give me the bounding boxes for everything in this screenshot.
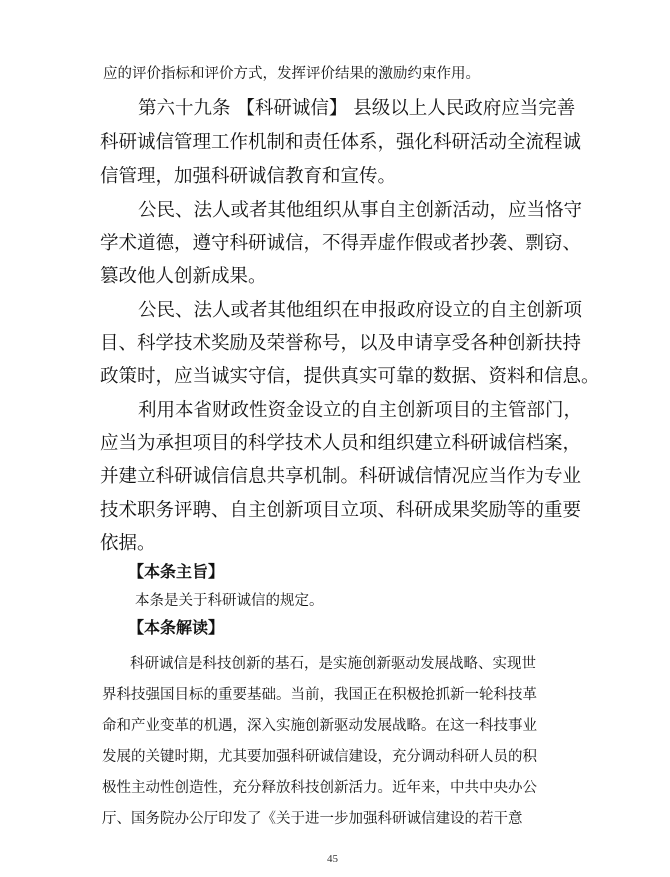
text-line: 应的评价指标和评价方式，发挥评价结果的激励约束作用。 [103,66,480,82]
page-number: 45 [327,853,338,865]
text-line: 学术道德，遵守科研诚信，不得弄虚作假或者抄袭、剽窃、 [100,233,582,254]
text-line: 界科技强国目标的重要基础。当前，我国正在积极抢抓新一轮科技革 [102,687,537,703]
text-line: 利用本省财政性资金设立的自主创新项目的主管部门， [138,400,583,421]
section-heading-purpose: 【本条主旨】 [128,562,225,581]
text-line: 信管理，加强科研诚信教育和宣传。 [100,166,397,187]
text-line: 公民、法人或者其他组织从事自主创新活动，应当恪守 [138,200,583,221]
text-line: 依据。 [100,533,156,554]
text-line: 命和产业变革的机遇，深入实施创新驱动发展战略。在这一科技事业 [102,718,537,734]
text-line: 目、科学技术奖励及荣誉称号，以及申请享受各种创新扶持 [100,333,582,354]
text-line: 政策时，应当诚实守信，提供真实可靠的数据、资料和信息。 [100,366,600,387]
section-heading-interpretation: 【本条解读】 [128,618,225,637]
text-line: 极性主动性创造性，充分释放科技创新活力。近年来，中共中央办公 [102,780,537,796]
text-line: 发展的关键时期，尤其要加强科研诚信建设，充分调动科研人员的积 [102,749,537,765]
text-line: 应当为承担项目的科学技术人员和组织建立科研诚信档案， [100,433,582,454]
article-heading-line: 第六十九条 【科研诚信】 县级以上人民政府应当完善 [138,98,576,119]
text-line: 并建立科研诚信信息共享机制。科研诚信情况应当作为专业 [100,466,582,487]
text-line: 本条是关于科研诚信的规定。 [135,593,324,609]
text-line: 科研诚信管理工作机制和责任体系，强化科研活动全流程诚 [100,132,582,153]
text-line: 技术职务评聘、自主创新项目立项、科研成果奖励等的重要 [100,500,582,521]
text-line: 公民、法人或者其他组织在申报政府设立的自主创新项 [138,300,583,321]
text-line: 篡改他人创新成果。 [100,266,267,287]
text-line: 科研诚信是科技创新的基石，是实施创新驱动发展战略、实现世 [130,656,536,672]
text-line: 厅、国务院办公厅印发了《关于进一步加强科研诚信建设的若干意 [102,811,523,827]
